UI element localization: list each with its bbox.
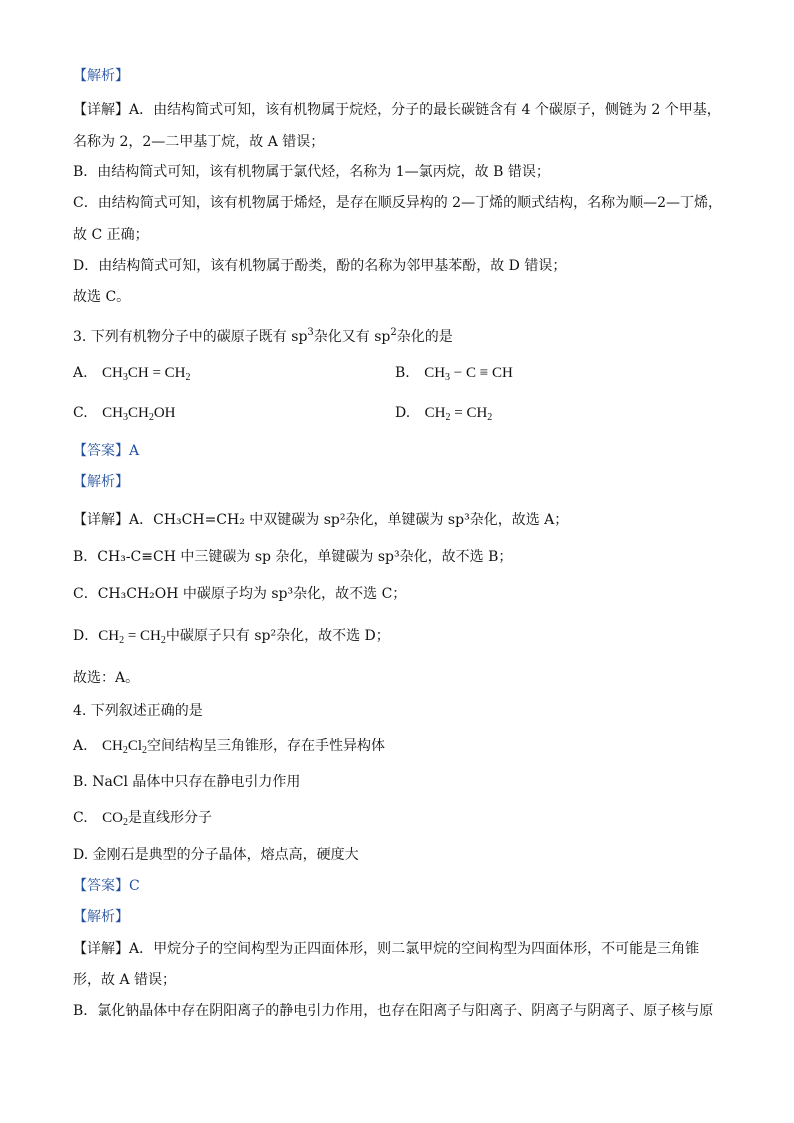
detail-text: 【详解】A．甲烷分子的空间构型为正四面体形，则二氯甲烷的空间构型为四面体形，不可能是三角锥 (73, 941, 700, 957)
conclusion-text: 故选 C。 (73, 289, 131, 305)
answer-label: 【答案】C (73, 878, 140, 894)
option-b: B. $CH_3 - C$ ≡ CH (395, 365, 513, 383)
analysis-heading: 【解析】 (73, 909, 129, 925)
detail-text: 【详解】A．由结构简式可知，该有机物属于烷烃，分子的最长碳链含有 4 个碳原子，侧链为 2 个甲基， (73, 102, 721, 118)
analysis-heading: 【解析】 (73, 68, 129, 84)
option-b: B. NaCl 晶体中只存在静电引力作用 (73, 774, 301, 790)
detail-text: C．CH₃CH₂OH 中碳原子均为 sp³杂化，故不选 C； (73, 586, 407, 602)
detail-text: D．$CH_2 = CH_2$中碳原子只有 sp²杂化，故不选 D； (73, 628, 390, 646)
option-d: D. $CH_2 = CH_2$ (395, 405, 493, 423)
detail-text: 形，故 A 错误； (73, 972, 177, 988)
detail-text: 故 C 正确； (73, 227, 149, 243)
analysis-heading: 【解析】 (73, 474, 129, 490)
detail-text: C．由结构简式可知，该有机物属于烯烃，是存在顺反异构的 2—丁烯的顺式结构，名称为顺—2—丁烯， (73, 195, 722, 211)
detail-text: B．氯化钠晶体中存在阴阳离子的静电引力作用，也存在阳离子与阳离子、阴离子与阴离子、原子核与原 (73, 1003, 714, 1019)
detail-text: 名称为 2，2—二甲基丁烷，故 A 错误； (73, 134, 325, 150)
detail-text: 【详解】A．CH₃CH=CH₂ 中双键碳为 sp²杂化，单键碳为 sp³杂化，故选 A； (73, 512, 569, 528)
option-d: D. 金刚石是典型的分子晶体，熔点高，硬度大 (73, 847, 359, 863)
option-a: A. $CH_2Cl_2$空间结构呈三角锥形，存在手性异构体 (73, 738, 386, 756)
option-a: A. $CH_3CH = CH_2$ (73, 365, 191, 383)
detail-text: B．由结构简式可知，该有机物属于氯代烃，名称为 1—氯丙烷，故 B 错误； (73, 164, 550, 180)
question-3: 3. 下列有机物分子中的碳原子既有 $sp^3$杂化又有 $sp^2$杂化的是 (73, 327, 453, 345)
answer-label: 【答案】A (73, 443, 140, 459)
detail-text: D．由结构简式可知，该有机物属于酚类，酚的名称为邻甲基苯酚，故 D 错误； (73, 258, 567, 274)
option-c: C. $CO_2$是直线形分子 (73, 810, 212, 828)
conclusion-text: 故选：A。 (73, 670, 140, 686)
detail-text: B．CH₃-C≡CH 中三键碳为 sp 杂化，单键碳为 sp³杂化，故不选 B； (73, 549, 513, 565)
option-c: C. $CH_3CH_2OH$ (73, 405, 176, 423)
question-4: 4. 下列叙述正确的是 (73, 703, 203, 719)
